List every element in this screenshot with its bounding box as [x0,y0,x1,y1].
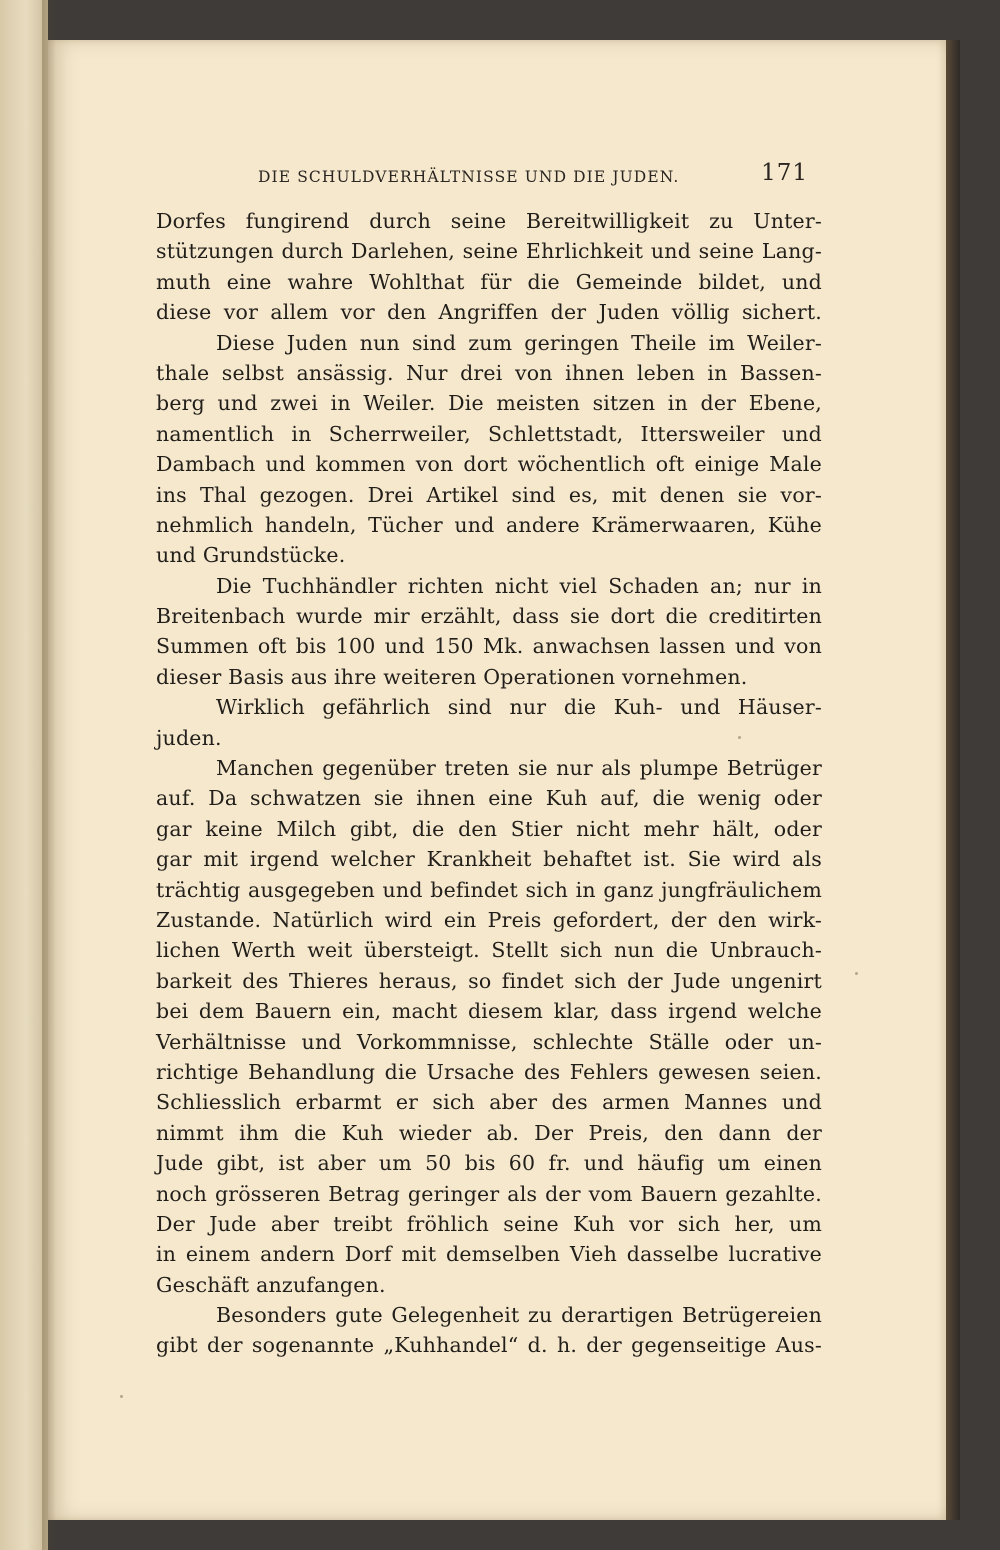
paper-speck [120,1395,123,1398]
text-line: berg und zwei in Weiler. Die meisten sitzen in der Ebene, [156,391,822,416]
running-title: DIE SCHULDVERHÄLTNISSE UND DIE JUDEN. [258,168,680,186]
book-gutter [42,0,56,1550]
text-line: Summen oft bis 100 und 150 Mk. anwachsen lassen und von [156,634,822,659]
text-line: juden. [156,725,222,750]
text-line: diese vor allem vor den Angriffen der Juden völlig sichert. [156,300,822,325]
body-text [156,206,822,1361]
text-line: Dambach und kommen von dort wöchentlich oft einige Male [156,452,822,477]
page-number: 171 [761,160,808,186]
text-line: lichen Werth weit übersteigt. Stellt sich nun die Unbrauch- [156,938,822,963]
text-line: Dorfes fungirend durch seine Bereitwilligkeit zu Unter- [156,209,822,233]
paper-speck [738,736,741,739]
facing-page-edge [0,0,48,1550]
text-line: bei dem Bauern ein, macht diesem klar, dass irgend welche [156,999,822,1024]
text-line: ins Thal gezogen. Drei Artikel sind es, mit denen sie vor- [156,482,822,507]
text-line: Jude gibt, ist aber um 50 bis 60 fr. und häufig um einen [156,1151,822,1176]
text-line: Der Jude aber treibt fröhlich seine Kuh vor sich her, um [156,1211,822,1236]
text-line: richtige Behandlung die Ursache des Fehlers gewesen seien. [156,1059,822,1084]
text-line: Manchen gegenüber treten sie nur als plumpe Betrüger [216,756,822,781]
text-line: muth eine wahre Wohlthat für die Gemeinde bildet, und [156,269,822,294]
text-line: und Grundstücke. [156,543,346,568]
text-line: dieser Basis aus ihre weiteren Operationen vornehmen. [156,664,748,689]
text-line: noch grösseren Betrag geringer als der vom Bauern gezahlte. [156,1181,822,1206]
text-line: in einem andern Dorf mit demselben Vieh dasselbe lucrative [156,1242,822,1267]
page-header [258,160,818,194]
text-line: Diese Juden nun sind zum geringen Theile im Weiler- [216,330,822,355]
text-line: nimmt ihm die Kuh wieder ab. Der Preis, den dann der [156,1120,822,1145]
text-line: gar mit irgend welcher Krankheit behaftet ist. Sie wird als [156,847,822,872]
text-line: Geschäft anzufangen. [156,1272,386,1297]
text-line: Breitenbach wurde mir erzählt, dass sie dort die creditirten [156,604,822,629]
text-line: barkeit des Thieres heraus, so findet sich der Jude ungenirt [156,968,822,993]
text-line: namentlich in Scherrweiler, Schlettstadt, Ittersweiler und [156,421,822,446]
text-line: Besonders gute Gelegenheit zu derartigen Betrügereien [216,1303,822,1328]
text-line: gibt der sogenannte „Kuhhandel“ d. h. der gegenseitige Aus- [156,1333,822,1358]
text-line: auf. Da schwatzen sie ihnen eine Kuh auf, die wenig oder [156,786,822,811]
text-line: Wirklich gefährlich sind nur die Kuh- und Häuser- [216,695,822,720]
text-line: nehmlich handeln, Tücher und andere Krämerwaaren, Kühe [156,512,822,537]
page-edge-shadow [946,40,960,1520]
text-line: trächtig ausgegeben und befindet sich in ganz jungfräulichem [156,877,822,902]
text-line: Schliesslich erbarmt er sich aber des armen Mannes und [156,1090,822,1115]
text-line: stützungen durch Darlehen, seine Ehrlichkeit und seine Lang- [156,239,822,264]
text-line: Verhältnisse und Vorkommnisse, schlechte Ställe oder un- [156,1029,822,1054]
text-line: gar keine Milch gibt, die den Stier nicht mehr hält, oder [156,816,822,841]
text-line: Die Tuchhändler richten nicht viel Schaden an; nur in [216,573,822,598]
text-line: thale selbst ansässig. Nur drei von ihnen leben in Bassen- [156,360,822,385]
text-line: Zustande. Natürlich wird ein Preis gefordert, der den wirk- [156,907,822,932]
paper-speck [855,972,858,975]
